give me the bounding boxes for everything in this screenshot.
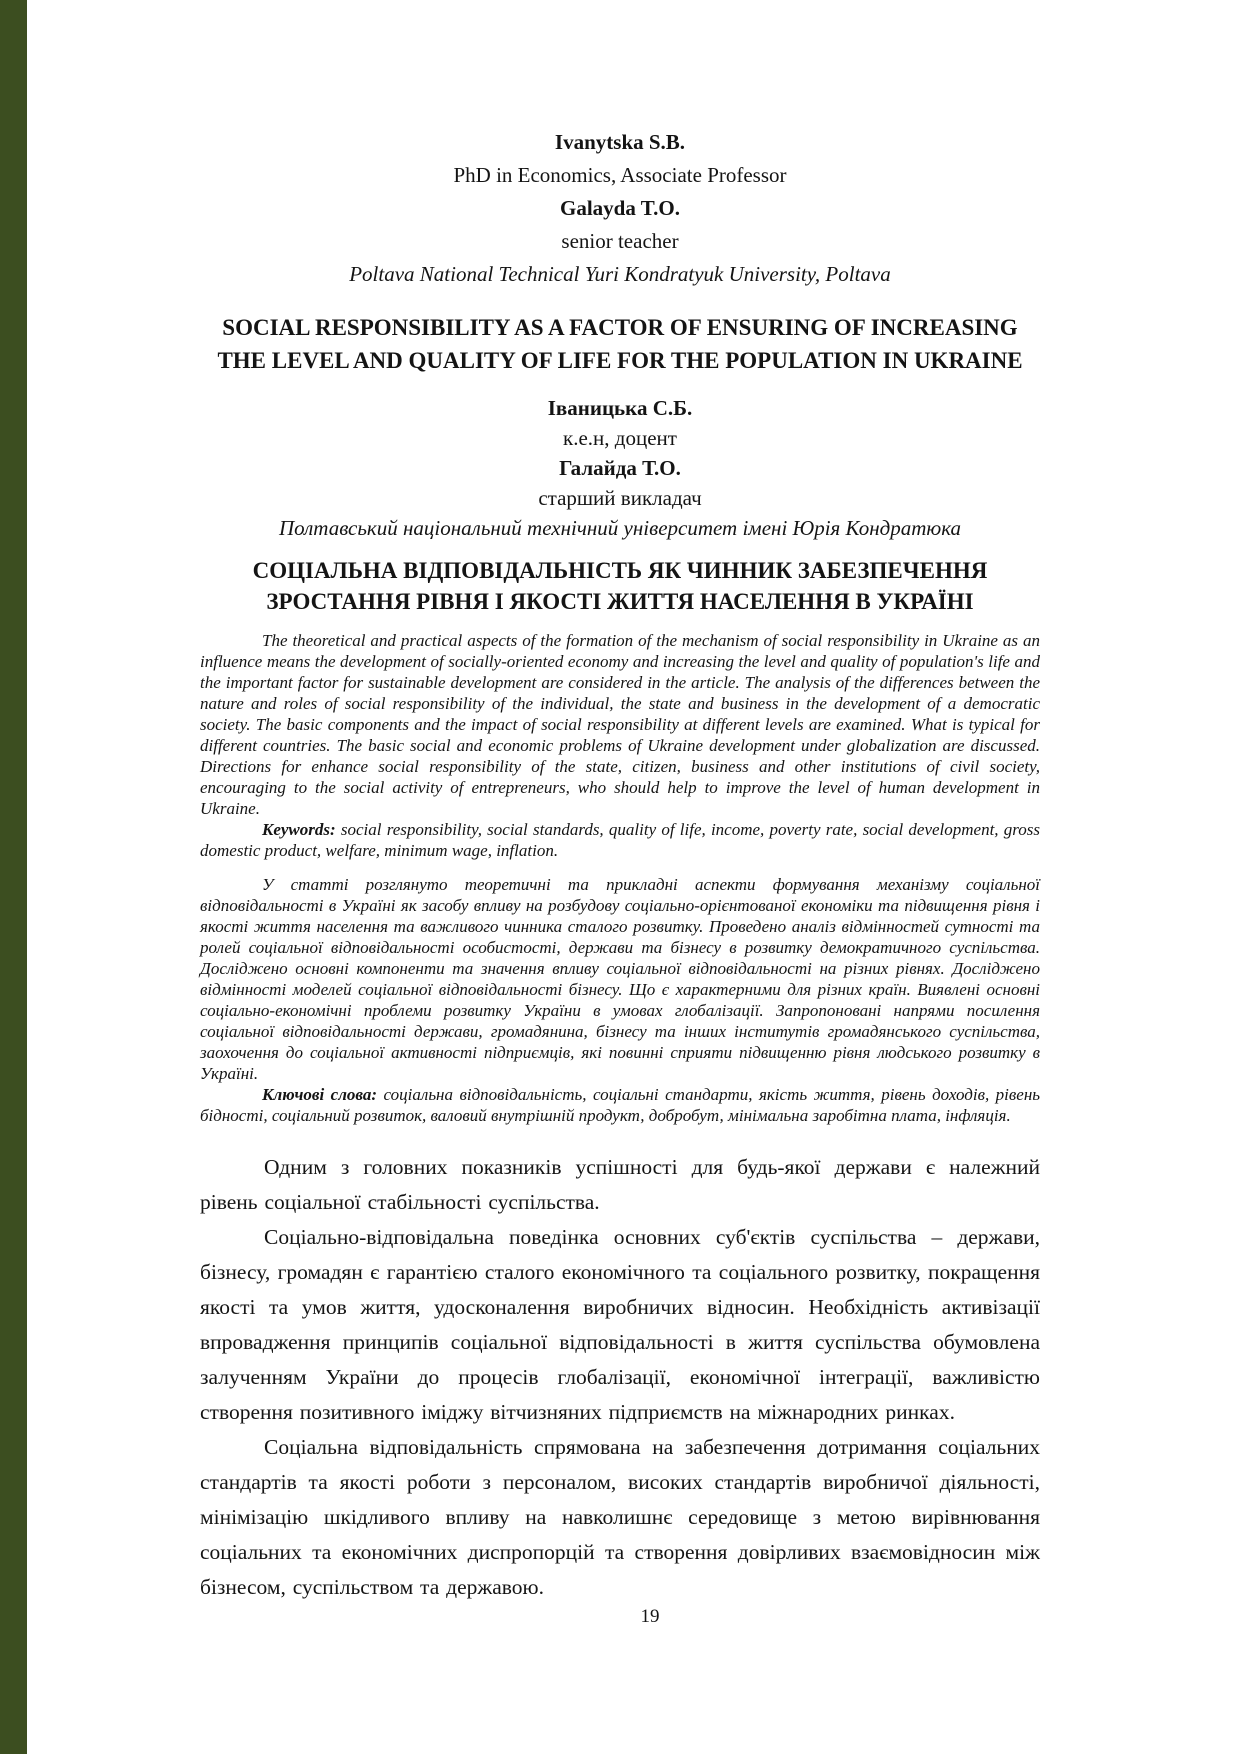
page-number: 19 (640, 1606, 660, 1627)
body-paragraph-3: Соціальна відповідальність спрямована на забезпечення дотримання соціальних стандартів та якості роботи з персоналом, високих стандартів виробничої діяльності, мінімізацію шкідливого впливу на навколишнє середовище з метою вирівнювання соціальних та економічних диспропорцій та створення довірливих взаємовідносин між бізнесом, суспільством та державою. (200, 1435, 1040, 1599)
keywords-uk-text: соціальна відповідальність, соціальні стандарти, якість життя, рівень доходів, рівень бідності, соціальний розвиток, валовий внутрішній продукт, добробут, мінімальна заробітна плата, інфляція. (200, 1085, 1040, 1125)
keywords-en-label: Keywords: (262, 820, 336, 839)
keywords-uk (200, 1084, 1040, 1126)
author-block-uk (200, 393, 1040, 543)
author-name-uk-2: Галайда Т.О. (559, 456, 681, 480)
body-paragraph-2: Соціально-відповідальна поведінка основних суб'єктів суспільства – держави, бізнесу, громадян є гарантією сталого економічного та соціального розвитку, покращення якості та умов життя, удосконалення виробничих відносин. Необхідність активізації впровадження принципів соціальної відповідальності в життя суспільства обумовлена залученням України до процесів глобалізації, економічної інтеграції, важливістю створення позитивного іміджу вітчизняних підприємств на міжнародних ринках. (200, 1225, 1040, 1424)
body-paragraph-1: Одним з головних показників успішності для будь-якої держави є належний рівень соціальної стабільності суспільства. (200, 1155, 1040, 1214)
author-role-en-1: PhD in Economics, Associate Professor (453, 163, 787, 187)
author-role-uk-1: к.е.н, доцент (563, 426, 677, 450)
affiliation-en: Poltava National Technical Yuri Kondratyuk University, Poltava (349, 262, 891, 286)
keywords-uk-label: Ключові слова: (262, 1085, 378, 1104)
paper-title-en: SOCIAL RESPONSIBILITY AS A FACTOR OF ENSURING OF INCREASING THE LEVEL AND QUALITY OF LIFE FOR THE POPULATION IN UKRAINE (217, 315, 1023, 373)
left-edge-accent-bar (0, 0, 27, 1754)
keywords-en (200, 819, 1040, 861)
paper-title-uk: СОЦІАЛЬНА ВІДПОВІДАЛЬНІСТЬ ЯК ЧИННИК ЗАБЕЗПЕЧЕННЯ ЗРОСТАННЯ РІВНЯ І ЯКОСТІ ЖИТТЯ НАСЕЛЕННЯ В УКРАЇНІ (252, 558, 988, 614)
author-role-en-2: senior teacher (561, 229, 679, 253)
author-name-en-1: Ivanytska S.B. (554, 130, 686, 154)
affiliation-uk: Полтавський національний технічний університет імені Юрія Кондратюка (278, 516, 962, 540)
author-name-uk-1: Іваницька С.Б. (547, 396, 693, 420)
keywords-en-text: social responsibility, social standards, quality of life, income, poverty rate, social development, gross domestic product, welfare, minimum wage, inflation. (200, 820, 1040, 860)
abstract-uk: У статті розглянуто теоретичні та прикладні аспекти формування механізму соціальної відповідальності в Україні як засобу впливу на розбудову соціально-орієнтованої економіки та підвищення рівня і якості життя населення та важливого чинника сталого розвитку. Проведено аналіз відмінностей сутності та ролей соціальної відповідальності особистості, держави та бізнесу в розвитку демократичного суспільства. Досліджено основні компоненти та значення впливу соціальної відповідальності на різних рівнях. Досліджено відмінності моделей соціальної відповідальності бізнесу. Що є характерними для різних країн. Виявлені основні соціально-економічні проблеми розвитку України в умовах глобалізації. Запропоновані напрями посилення соціальної відповідальності держави, громадянина, бізнесу та інших інститутів громадянського суспільства, заохочення до соціальної активності підприємців, які повинні сприяти підвищенню рівня людського розвитку в Україні. (200, 875, 1040, 1083)
author-role-uk-2: старший викладач (538, 486, 702, 510)
author-block-en (200, 126, 1040, 291)
abstract-en: The theoretical and practical aspects of the formation of the mechanism of social responsibility in Ukraine as an influence means the development of socially-oriented economy and increasing the level and quality of population's life and the important factor for sustainable development are considered in the article. The analysis of the differences between the nature and roles of social responsibility of the individual, the state and business in the development of a democratic society. The basic components and the impact of social responsibility at different levels are examined. What is typical for different countries. The basic social and economic problems of Ukraine development under globalization are discussed. Directions for enhance social responsibility of the state, citizen, business and other institutions of civil society, encouraging to the social activity of entrepreneurs, who should help to improve the level of human development in Ukraine. (200, 631, 1040, 818)
page-content (200, 0, 1040, 1605)
article-body (200, 1150, 1040, 1605)
author-name-en-2: Galayda T.O. (559, 196, 680, 220)
